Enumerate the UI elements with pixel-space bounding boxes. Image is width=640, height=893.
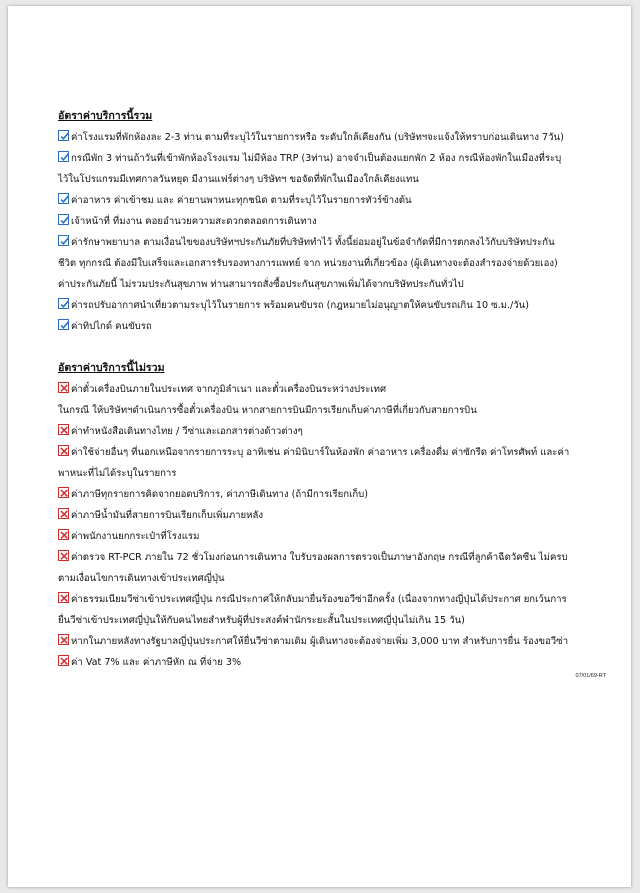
checkbox-checked-icon [58, 130, 69, 141]
included-item [58, 148, 618, 190]
excluded-item [58, 442, 618, 484]
document-code: 07/01/69-RT [575, 673, 606, 679]
checkbox-cross-icon [58, 508, 69, 519]
excluded-item [58, 484, 618, 505]
checkbox-cross-icon [58, 634, 69, 645]
item-text: ชีวิต ทุกกรณี ต้องมีใบเสร็จและเอกสารรับรองทางการแพทย์ จาก หน่วยงานที่เกี่ยวข้อง (ผู้เดินทางจะต้องสำรองจ่ายด้วยเอง) [58, 258, 558, 269]
item-text: เจ้าหน้าที่ ที่มงาน คอยอำนวยความสะดวกตลอดการเดินทาง [71, 216, 317, 227]
excluded-item [58, 421, 618, 442]
item-line [58, 547, 618, 568]
item-text: ค่าทิปไกด์ คนขับรถ [71, 321, 152, 332]
item-line [58, 421, 618, 442]
item-note-line: ในกรณี ให้บริษัทฯดำเนินการซื้อตั๋วเครื่องบิน หากสายการบินมีการเรียกเก็บค่าภาษีที่เกี่ยวกับสายการบิน [58, 405, 477, 416]
checkbox-cross-icon [58, 382, 69, 393]
item-text: ค่าตั๋วเครื่องบินภายในประเทศ จากภูมิลำเนา และตั๋วเครื่องบินระหว่างประเทศ [71, 384, 387, 395]
document-page [8, 6, 631, 887]
item-text: ค่า Vat 7% และ ค่าภาษีหัก ณ ที่จ่าย 3% [71, 657, 242, 668]
included-list [58, 127, 618, 337]
item-text: ค่ารักษาพยาบาล ตามเงื่อนไขของบริษัทฯประกันภัยที่บริษัททำไว้ ทั้งนี้ย่อมอยู่ในข้อจำกัดที่มีการตกลงไว้กับบริษัทประกัน [71, 237, 555, 248]
checkbox-checked-icon [58, 151, 69, 162]
checkbox-cross-icon [58, 424, 69, 435]
checkbox-cross-icon [58, 487, 69, 498]
document-content [58, 106, 618, 673]
item-line [58, 295, 618, 316]
included-item [58, 295, 618, 316]
item-text: ค่าอาหาร ค่าเข้าชม และ ค่ายานพาหนะทุกชนิด ตามที่ระบุไว้ในรายการทัวร์ข้างต้น [71, 195, 412, 206]
item-text: ค่าโรงแรมที่พักห้องละ 2-3 ท่าน ตามที่ระบุไว้ในรายการหรือ ระดับใกล้เคียงกัน (บริษัทฯจะแจ้งให้ทราบก่อนเดินทาง 7วัน) [71, 132, 564, 143]
item-line [58, 274, 618, 295]
item-line [58, 568, 618, 589]
item-line [58, 652, 618, 673]
checkbox-checked-icon [58, 319, 69, 330]
item-line [58, 631, 618, 652]
item-line [58, 379, 618, 400]
checkbox-checked-icon [58, 214, 69, 225]
section-spacer [58, 337, 618, 358]
checkbox-checked-icon [58, 193, 69, 204]
excluded-item [58, 589, 618, 631]
item-line [58, 484, 618, 505]
item-text: ค่ารถปรับอากาศนำเที่ยวตามระบุไว้ในรายการ พร้อมคนขับรถ (กฎหมายไม่อนุญาตให้คนขับรถเกิน 10 ซ.ม./วัน) [71, 300, 529, 311]
item-text: ค่าประกันภัยนี้ ไม่รวมประกันสุขภาพ ท่านสามารถสั่งซื้อประกันสุขภาพเพิ่มได้จากบริษัทประกันทั่วไป [58, 279, 464, 290]
item-text: ค่าทำหนังสือเดินทางไทย / วีซ่าและเอกสารต่างด้าวต่างๆ [71, 426, 303, 437]
excluded-item [58, 652, 618, 673]
included-item [58, 211, 618, 232]
item-line [58, 463, 618, 484]
item-line [58, 169, 618, 190]
checkbox-checked-icon [58, 235, 69, 246]
item-line [58, 190, 618, 211]
included-item [58, 232, 618, 295]
checkbox-checked-icon [58, 298, 69, 309]
item-text: ยื่นวีซ่าเข้าประเทศญี่ปุ่นให้กับคนไทยสำหรับผู้ที่ประสงค์พำนักระยะสั้นในประเทศญี่ปุ่นไม่เกิน 15 วัน) [58, 615, 465, 626]
item-text: ค่าธรรมเนียมวีซ่าเข้าประเทศญี่ปุ่น กรณีประกาศให้กลับมายื่นร้องขอวีซ่าอีกครั้ง (เนื่องจากทางญี่ปุ่นได้ประกาศ ยกเว้นการ [71, 594, 567, 605]
checkbox-cross-icon [58, 529, 69, 540]
included-item [58, 127, 618, 148]
item-line [58, 232, 618, 253]
item-line [58, 442, 618, 463]
checkbox-cross-icon [58, 592, 69, 603]
item-line [58, 127, 618, 148]
excluded-item [58, 526, 618, 547]
excluded-item [58, 547, 618, 589]
item-text: ไว้ในโปรแกรมมีเทศกาลวันหยุด มีงานแฟร์ต่างๆ บริษัทฯ ขอจัดที่พักในเมืองใกล้เคียงแทน [58, 174, 419, 185]
excluded-item [58, 379, 618, 421]
item-text: ตามเงื่อนไขการเดินทางเข้าประเทศญี่ปุ่น [58, 573, 225, 584]
item-line [58, 610, 618, 631]
item-text: หากในภายหลังทางรัฐบาลญี่ปุ่นประกาศให้ยื่นวีซ่าตามเดิม ผู้เดินทางจะต้องจ่ายเพิ่ม 3,000 บาท สำหรับการยื่น ร้องขอวีซ่า [71, 636, 569, 647]
item-text: ค่าภาษีน้ำมันที่สายการบินเรียกเก็บเพิ่มภายหลัง [71, 510, 264, 521]
checkbox-cross-icon [58, 550, 69, 561]
item-text: ค่าใช้จ่ายอื่นๆ ที่นอกเหนือจากรายการระบุ อาทิเช่น ค่ามินิบาร์ในห้องพัก ค่าอาหาร เครื่องดื่ม ค่าซักรีด ค่าโทรศัพท์ และค่า [71, 447, 570, 458]
excluded-item [58, 631, 618, 652]
item-line [58, 253, 618, 274]
checkbox-cross-icon [58, 445, 69, 456]
item-text: ค่าพนักงานยกกระเป๋าที่โรงแรม [71, 531, 200, 542]
included-item [58, 190, 618, 211]
item-line [58, 211, 618, 232]
excluded-section-title: อัตราค่าบริการนี้ไม่รวม [58, 362, 165, 374]
item-line [58, 505, 618, 526]
item-line [58, 316, 618, 337]
included-item [58, 316, 618, 337]
item-line [58, 148, 618, 169]
excluded-item [58, 505, 618, 526]
item-text: กรณีพัก 3 ท่านถ้าวันที่เข้าพักห้องโรงแรม ไม่มีห้อง TRP (3ท่าน) อาจจำเป็นต้องแยกพัก 2 ห้อง กรณีห้องพักในเมืองที่ระบุ [71, 153, 562, 164]
item-text: ค่าตรวจ RT-PCR ภายใน 72 ชั่วโมงก่อนการเดินทาง ใบรับรองผลการตรวจเป็นภาษาอังกฤษ กรณีที่ลูกค้าฉีดวัคซีน ไม่ครบ [71, 552, 568, 563]
excluded-list [58, 379, 618, 673]
checkbox-cross-icon [58, 655, 69, 666]
included-section-title: อัตราค่าบริการนี้รวม [58, 110, 153, 122]
item-line [58, 589, 618, 610]
item-text: พาหนะที่ไม่ได้ระบุในรายการ [58, 468, 177, 479]
item-text: ค่าภาษีทุกรายการคิดจากยอดบริการ, ค่าภาษีเดินทาง (ถ้ามีการเรียกเก็บ) [71, 489, 368, 500]
item-line [58, 526, 618, 547]
